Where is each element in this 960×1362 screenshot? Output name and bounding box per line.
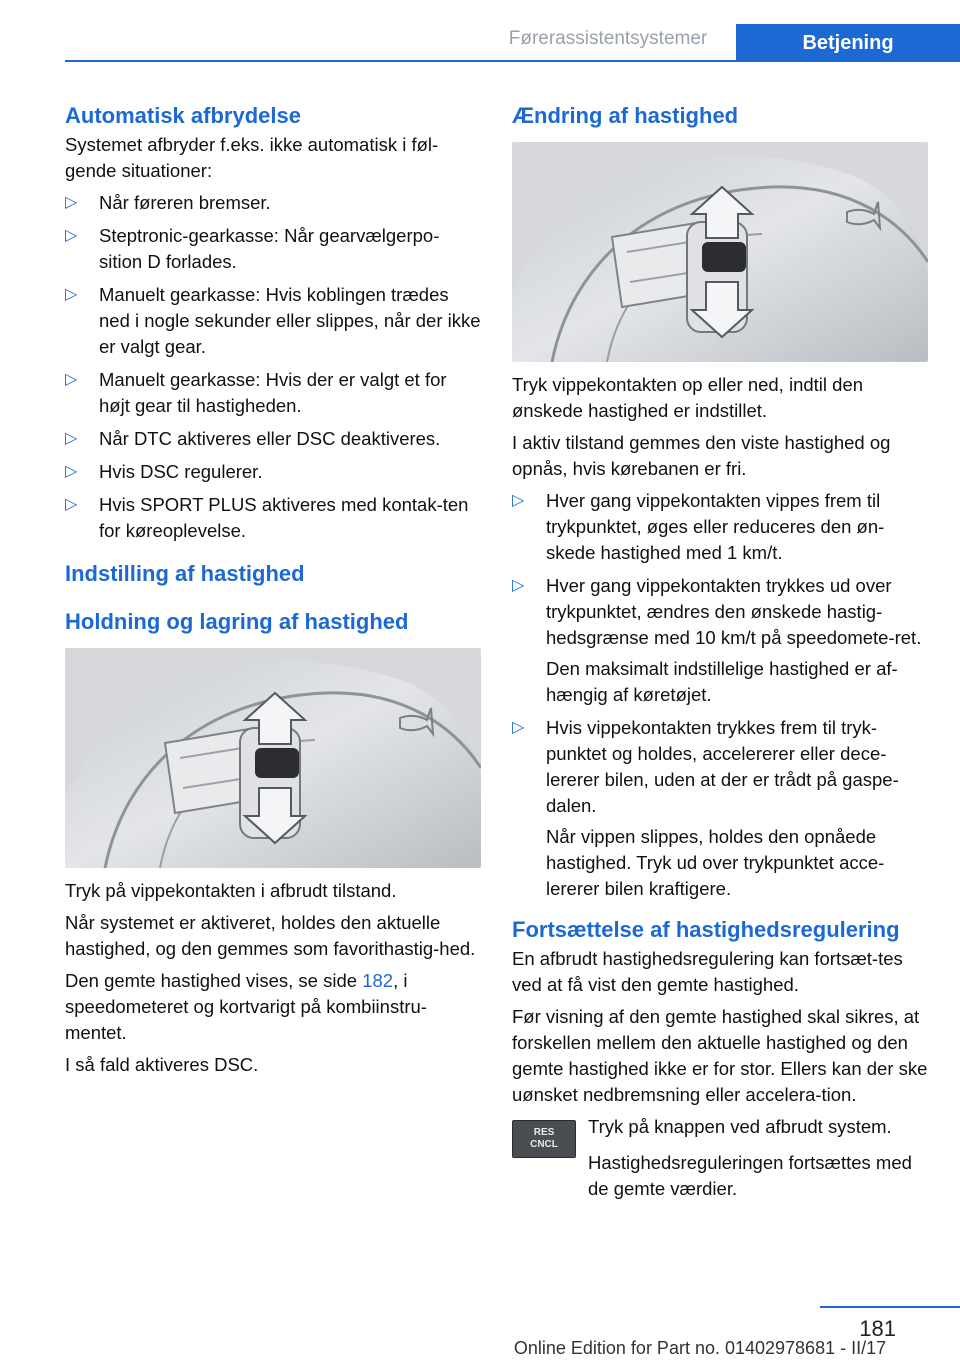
page-reference-link[interactable]: 182 [362, 970, 394, 991]
page-number: 181 [859, 1316, 896, 1341]
edition-note: Online Edition for Part no. 01402978681 - II/17 [513, 1338, 887, 1358]
header-rule [65, 60, 736, 62]
heading-hold-store-speed: Holdning og lagring af hastighed [65, 609, 409, 634]
heading-resume-cruise: Fortsættelse af hastighedsregulering [512, 917, 900, 942]
bullet-triangle-icon: ▷ [65, 463, 78, 480]
header-chapter-tab: Betjening [736, 24, 960, 62]
right-column [512, 100, 928, 1208]
bullet-triangle-icon: ▷ [65, 371, 78, 388]
bullet-triangle-icon: ▷ [65, 194, 78, 211]
paragraph: I aktiv tilstand gemmes den viste hastighed og opnås, hvis kørebanen er fri. [512, 432, 891, 479]
paragraph: Hastighedsreguleringen fortsættes med de gemte værdier. [588, 1152, 912, 1199]
bullet-list [512, 488, 928, 902]
list-item: ▷ Manuelt gearkasse: Hvis der er valgt et for højt gear til hastigheden. [65, 369, 447, 416]
list-item: ▷ Steptronic-gearkasse: Når gearvælgerpo-sition D forlades. [65, 225, 440, 272]
list-item-continuation: Den maksimalt indstillelige hastighed er af-hængig af køretøjet. [546, 658, 898, 705]
heading-change-speed: Ændring af hastighed [512, 103, 739, 128]
footer-rule [820, 1306, 960, 1308]
paragraph: Systemet afbryder f.eks. ikke automatisk i føl-gende situationer: [65, 134, 439, 181]
paragraph: En afbrudt hastighedsregulering kan fortsæt-tes ved at få vist den gemte hastighed. [512, 948, 903, 995]
list-item: ▷ Hvis DSC regulerer. [65, 459, 481, 485]
paragraph: Tryk vippekontakten op eller ned, indtil den ønskede hastighed er indstillet. [512, 374, 864, 421]
res-cncl-row [512, 1114, 928, 1174]
bullet-triangle-icon: ▷ [65, 496, 78, 513]
paragraph: Før visning af den gemte hastighed skal sikres, at forskellen mellem den aktuelle hastighed og den gemte hastighed ikke er for stor. Ellers kan der ske uønsket nedbremsning eller accelera-tion. [512, 1006, 928, 1105]
bullet-triangle-icon: ▷ [65, 227, 78, 244]
heading-speed-setting: Indstilling af hastighed [65, 561, 305, 586]
steering-wheel-rocker-switch-illustration [65, 648, 481, 868]
bullet-triangle-icon: ▷ [512, 577, 525, 594]
bullet-triangle-icon: ▷ [65, 286, 78, 303]
bullet-list [65, 190, 481, 544]
list-item: ▷ Hver gang vippekontakten vippes frem til trykpunktet, øges eller reduceres den øn-skede hastighed med 1 km/t. [512, 490, 885, 563]
bullet-triangle-icon: ▷ [512, 719, 525, 736]
left-column [65, 100, 481, 1084]
list-item: ▷ Manuelt gearkasse: Hvis koblingen trædes ned i nogle sekunder eller slippes, når der ikke er valgt gear. [65, 284, 481, 357]
paragraph: Tryk på vippekontakten i afbrudt tilstand. [65, 880, 397, 901]
list-item: ▷ Hver gang vippekontakten trykkes ud over trykpunktet, ændres den ønskede hastig-hedsgrænse med 10 km/t på speedomete-ret. Den maksimalt indstillelige hastighed er af-hængig af køretøjet. [512, 573, 928, 708]
bullet-triangle-icon: ▷ [512, 492, 525, 509]
paragraph: I så fald aktiveres DSC. [65, 1054, 259, 1075]
header-section-title: Førerassistentsystemer [508, 28, 708, 49]
paragraph: Når systemet er aktiveret, holdes den aktuelle hastighed, og den gemmes som favorithastig-hed. [65, 912, 476, 959]
page-header [0, 0, 960, 62]
paragraph: Den gemte hastighed vises, se side 182, i speedometeret og kortvarigt på kombiinstru-mentet. [65, 970, 427, 1043]
res-cncl-instruction: Tryk på knappen ved afbrudt system. [588, 1116, 892, 1137]
list-item: ▷ Når DTC aktiveres eller DSC deaktiveres. [65, 426, 481, 452]
list-item: ▷ Hvis vippekontakten trykkes frem til tryk-punktet og holdes, accelererer eller dece-lererer bilen, uden at der er trådt på gaspe-dalen. Når vippen slippes, holdes den opnåede hastighed. Tryk ud over trykpunktet acce-lererer bilen kraftigere. [512, 715, 928, 902]
list-item-continuation: Når vippen slippes, holdes den opnåede hastighed. Tryk ud over trykpunktet acce-lererer bilen kraftigere. [546, 826, 885, 899]
list-item: ▷ Når føreren bremser. [65, 190, 481, 216]
steering-wheel-rocker-switch-illustration [512, 142, 928, 362]
bullet-triangle-icon: ▷ [65, 430, 78, 447]
res-cncl-button-icon: RES CNCL [512, 1120, 576, 1158]
heading-automatic-cancel: Automatisk afbrydelse [65, 103, 301, 128]
list-item: ▷ Hvis SPORT PLUS aktiveres med kontak-ten for køreoplevelse. [65, 494, 469, 541]
